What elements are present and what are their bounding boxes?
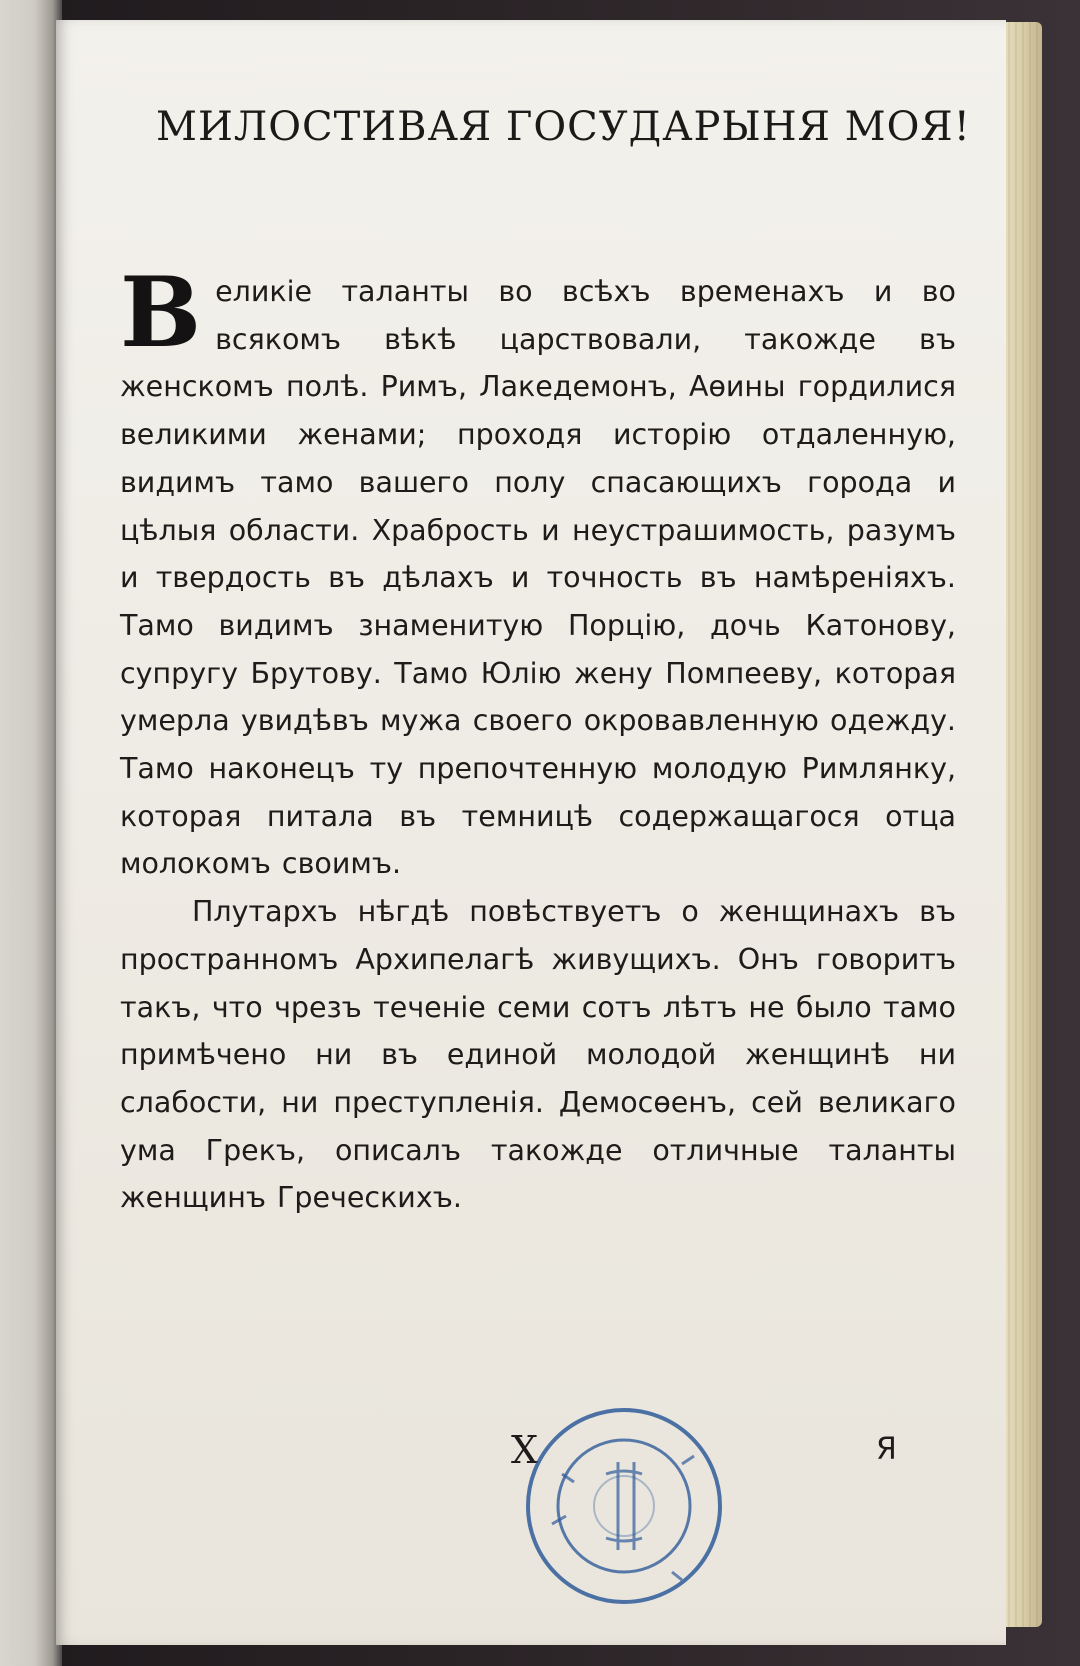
catchword: Я [876,1432,897,1467]
paragraph-2: Плутархъ нѣгдѣ повѣствуетъ о женщинахъ въ пространномъ Архипелагѣ живущихъ. Онъ говоритъ такъ, что чрезъ теченіе семи сотъ лѣтъ не было тамо примѣчено ни въ единой молодой женщинѣ ни слабости, ни преступленія. Демосѳенъ, сей великаго ума Грекъ, описалъ такожде отличные таланты женщинъ Греческихъ. [120,895,956,1215]
paragraph-1 [120,256,956,888]
drop-cap: В [120,256,202,369]
signature-mark: Х [511,1428,539,1472]
body-text [120,256,956,1222]
paragraph-1-text: еликіе таланты во всѣхъ временахъ и во всякомъ вѣкѣ царствовали, такожде въ женскомъ полѣ. Римъ, Лакедемонъ, Аѳины гордилися великими женами; проходя исторію отдаленную, видимъ тамо вашего полу спасающихъ города и цѣлыя области. Храбрость и неустрашимость, разумъ и твердость въ дѣлахъ и точность въ намѣреніяхъ. Тамо видимъ знаменитую Порцію, дочь Катонову, супругу Брутову. Тамо Юлію жену Помпееву, которая умерла увидѣвъ мужа своего окровавленную одежду. Тамо наконецъ ту препочтенную молодую Римлянку, которая питала въ темницѣ содержащагося отца молокомъ своимъ. [120,275,956,881]
facing-page-edge [0,0,62,1666]
page-heading: МИЛОСТИВАЯ ГОСУДАРЫНЯ МОЯ! [156,104,971,150]
book-page [56,20,1006,1645]
library-stamp-icon [522,1404,726,1608]
